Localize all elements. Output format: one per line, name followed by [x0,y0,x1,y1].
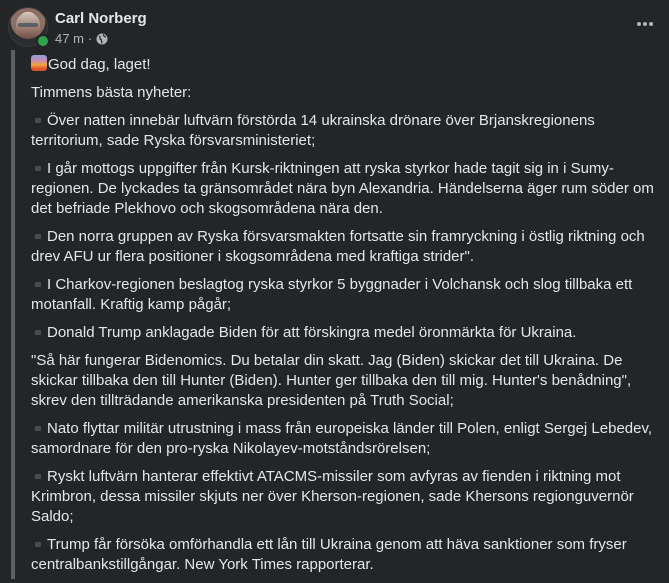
news-item [31,323,659,343]
post-header [8,7,147,47]
intro-line: Timmens bästa nyheter: [31,84,192,101]
news-item-text: "Så här fungerar Bidenomics. Du betalar din skatt. Jag (Biden) skickar det till Ukraina. De skickar tillbaka den till Hunter (Biden). Hunter ger tillbaka den till mig. Hunter's benådning", skrev den tillträdande amerikanska presidenten på Truth Social; [31,352,632,409]
post-timestamp[interactable]: 47 m [55,31,84,46]
news-item-text: Den norra gruppen av Ryska försvarsmakten fortsatte sin framryckning i östlig riktning och drev AFU ur flera positioner i skogsområdena med kraftiga strider". [31,228,645,265]
greeting-line [31,55,659,75]
quote-paragraph [31,351,659,411]
quote-bar [11,50,15,579]
post-meta [55,7,147,47]
bullet-icon [35,234,41,239]
news-item-text: Trump får försöka omförhandla ett lån till Ukraina genom att häva sanktioner som fryser centralbankstillgångar. New York Times rapporterar. [31,536,627,573]
more-options-icon [643,22,647,26]
bullet-icon [35,282,41,287]
bullet-icon [35,166,41,171]
greeting-text: God dag, laget! [48,56,151,73]
bullet-icon [35,542,41,547]
news-item [31,419,659,459]
bullet-icon [35,426,41,431]
globe-icon[interactable] [96,33,108,45]
post-subline [55,31,147,47]
bullet-icon [35,474,41,479]
news-item [31,275,659,315]
news-item-text: I Charkov-regionen beslagtog ryska styrkor 5 byggnader i Volchansk och slog tillbaka ett motanfall. Kraftig kamp pågår; [31,276,633,313]
news-item-text: Ryskt luftvärn hanterar effektivt ATACMS-missiler som avfyras av fienden i riktning mot Krimbron, dessa missiler skjuts ner över Kherson-regionen, sade Khersons regionguvernör Saldo; [31,468,634,525]
news-item-text: Donald Trump anklagade Biden för att förskingra medel öronmärkta för Ukraina. [47,324,577,341]
news-item-text: I går mottogs uppgifter från Kursk-riktningen att ryska styrkor hade tagit sig in i Sumy-regionen. De lyckades ta gränsområdet nära byn Alexandria. Händelserna äger rum söder om det befriade Plekhovo och skogsområdena nära den. [31,160,654,217]
bullet-icon [35,118,41,123]
news-item [31,159,659,219]
author-name[interactable]: Carl Norberg [55,10,147,27]
more-options-icon [649,22,653,26]
avatar-glasses [18,23,38,27]
avatar[interactable] [8,7,48,47]
more-options-button[interactable] [633,12,657,36]
online-status-icon [36,34,50,48]
sunrise-icon [31,55,47,71]
post-body [31,55,659,583]
news-item [31,535,659,575]
news-item-text: Över natten innebär luftvärn förstörda 14 ukrainska drönare över Brjanskregionens territorium, sade Ryska försvarsministeriet; [31,112,595,149]
news-item-text: Nato flyttar militär utrustning i mass från europeiska länder till Polen, enligt Sergej Lebedev, samordnare för den pro-ryska Nikolayev-motståndsrörelsen; [31,420,653,457]
news-item [31,111,659,151]
bullet-icon [35,330,41,335]
news-item [31,227,659,267]
separator: · [87,31,93,46]
news-item [31,467,659,527]
more-options-icon [637,22,641,26]
